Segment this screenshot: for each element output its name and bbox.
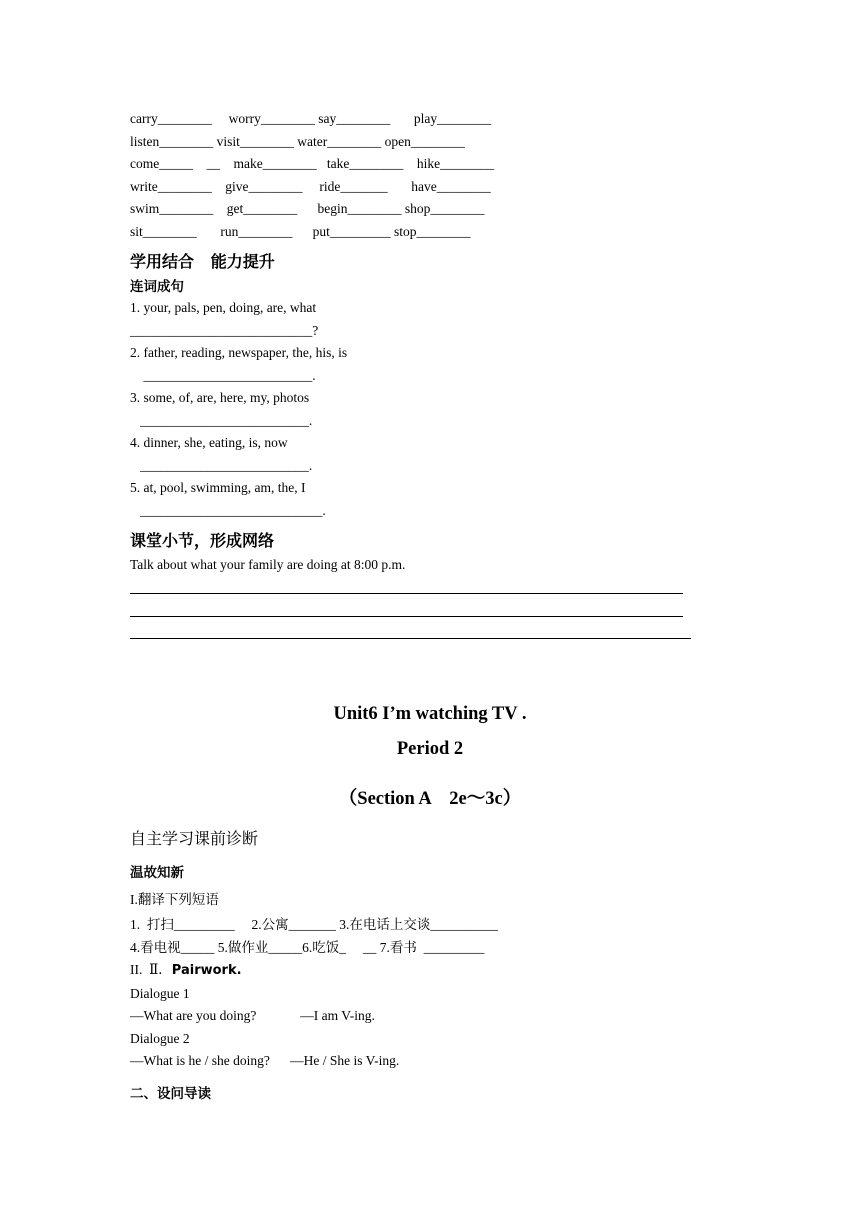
section-heading-summary: 课堂小节，形成网络 xyxy=(130,531,275,550)
question-5: 5. at, pool, swimming, am, the, I xyxy=(130,480,306,495)
answer-line-4: _________________________. xyxy=(130,458,313,473)
part1-title: I.翻译下列短语 xyxy=(130,892,219,907)
answer-line-3: _________________________. xyxy=(130,413,313,428)
part2-prefix: II. Ⅱ． xyxy=(130,962,172,977)
dialogue-2-title: Dialogue 2 xyxy=(130,1031,190,1046)
verb-line-6: sit________ run________ put_________ stop________ xyxy=(130,224,471,239)
writing-line-2 xyxy=(130,616,683,617)
verb-line-1: carry________ worry________ say________ play________ xyxy=(130,111,492,126)
answer-line-2: _________________________. xyxy=(130,368,316,383)
dialogue-1-line: —What are you doing? —I am V-ing. xyxy=(130,1008,375,1023)
question-3: 3. some, of, are, here, my, photos xyxy=(130,390,310,405)
final-heading-guided-reading: 二、设问导读 xyxy=(130,1086,211,1102)
part2-title xyxy=(130,962,242,979)
part1-line-1: 1. 打扫_________ 2.公寓_______ 3.在电话上交谈__________ xyxy=(130,917,498,932)
answer-line-1: ___________________________? xyxy=(130,323,319,338)
part2-bold: Pairwork. xyxy=(171,963,242,978)
verb-line-5: swim________ get________ begin________ shop________ xyxy=(130,201,485,216)
section-range-title: （Section A 2e～3c） xyxy=(338,789,522,809)
writing-line-1 xyxy=(130,593,683,594)
verb-line-3: come_____ __ make________ take________ hike________ xyxy=(130,156,495,171)
dialogue-2-line: —What is he / she doing? —He / She is V-ing. xyxy=(130,1053,400,1068)
period-title: Period 2 xyxy=(396,739,464,759)
answer-line-5: ___________________________. xyxy=(130,503,326,518)
question-1: 1. your, pals, pen, doing, are, what xyxy=(130,300,317,315)
part1-line-2: 4.看电视_____ 5.做作业_____6.吃饭_ __ 7.看书 _________ xyxy=(130,940,485,955)
section-heading-self-study: 自主学习课前诊断 xyxy=(130,829,259,848)
verb-line-2: listen________ visit________ water________ open________ xyxy=(130,134,465,149)
subheading-sentence-building: 连词成句 xyxy=(130,279,184,295)
summary-prompt: Talk about what your family are doing at 8:00 p.m. xyxy=(130,557,406,572)
unit-title: Unit6 I’m watching TV . xyxy=(333,704,527,724)
writing-line-3 xyxy=(130,638,691,639)
question-4: 4. dinner, she, eating, is, now xyxy=(130,435,288,450)
question-2: 2. father, reading, newspaper, the, his, is xyxy=(130,345,348,360)
dialogue-1-title: Dialogue 1 xyxy=(130,986,190,1001)
subheading-review: 温故知新 xyxy=(130,865,184,881)
verb-line-4: write________ give________ ride_______ have________ xyxy=(130,179,491,194)
section-heading-application: 学用结合 能力提升 xyxy=(130,252,275,271)
